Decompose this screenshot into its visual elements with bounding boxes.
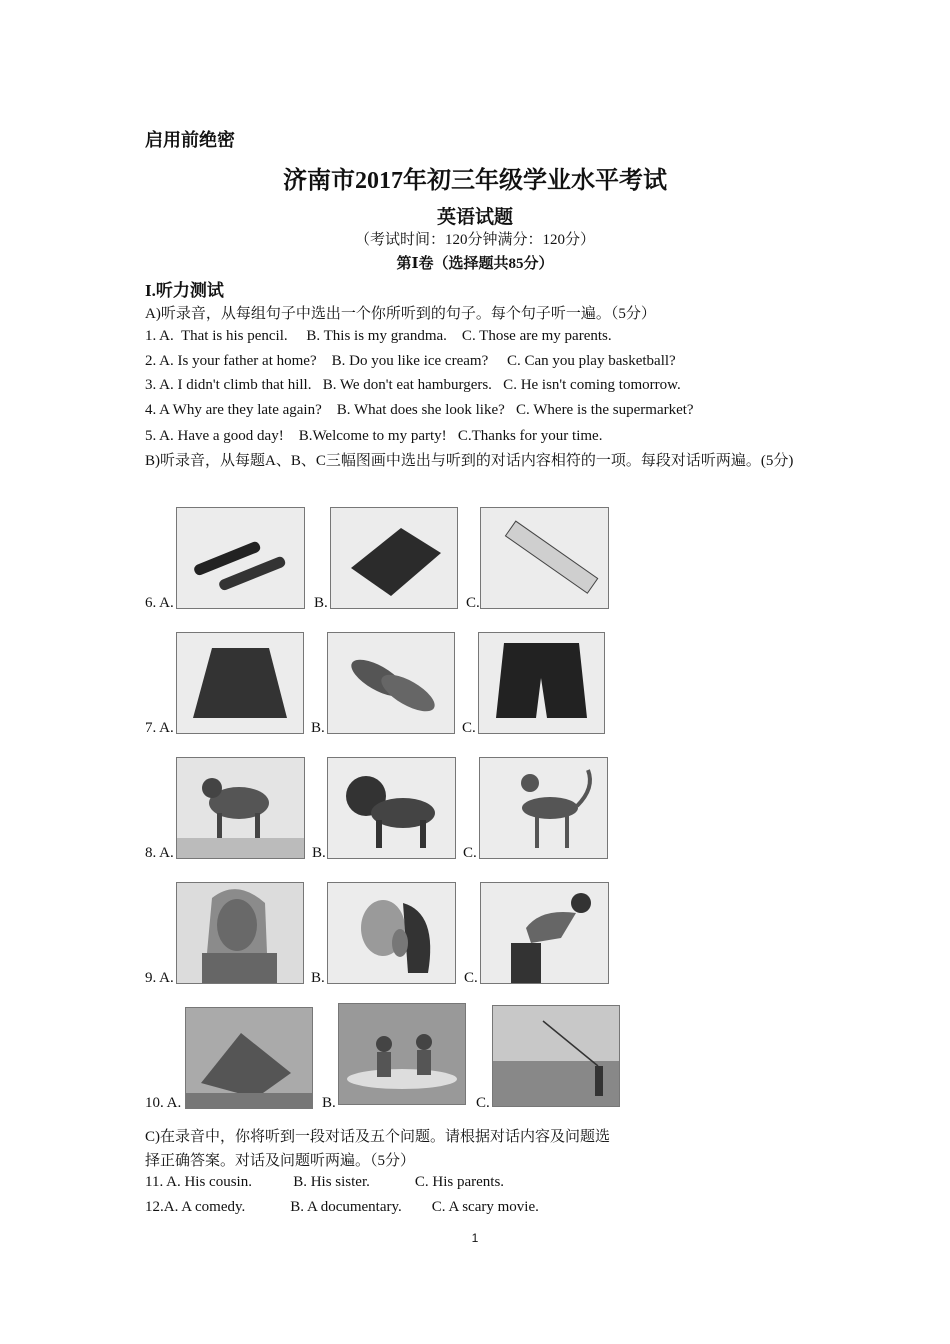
pen-image — [176, 507, 305, 609]
question-1: 1. A. That is his pencil. B. This is my grandma. C. Those are my parents. — [145, 328, 612, 344]
q6-b-label: B. — [314, 595, 328, 611]
exam-time: （考试时间：120分钟满分：120分） — [354, 232, 595, 248]
headache-image — [176, 882, 304, 984]
question-11: 11. A. His cousin. B. His sister. C. His parents. — [145, 1174, 505, 1190]
confidential-label: 启用前绝密 — [145, 130, 235, 151]
q7-a-label: 7. A. — [145, 720, 174, 736]
ruler-image — [480, 507, 609, 609]
q10-c-label: C. — [476, 1095, 490, 1111]
question-3: 3. A. I didn't climb that hill. B. We don't eat hamburgers. C. He isn't coming tomorrow. — [145, 377, 681, 393]
q6-c-label: C. — [466, 595, 480, 611]
skirt-image — [176, 632, 304, 734]
tent-image — [185, 1007, 313, 1109]
exam-subtitle: 英语试题 — [436, 206, 513, 228]
notebook-image — [330, 507, 458, 609]
question-2: 2. A. Is your father at home? B. Do you like ice cream? C. Can you play basketball? — [145, 353, 676, 369]
toothache-image — [327, 882, 456, 984]
question-5: 5. A. Have a good day! B.Welcome to my party! C.Thanks for your time. — [145, 428, 603, 444]
question-4: 4. A Why are they late again? B. What does she look like? C. Where is the supermarket? — [145, 402, 694, 418]
q9-b-label: B. — [311, 970, 325, 986]
part-a-instruction: A)听录音，从每组句子中选出一个你所听到的句子。每个句子听一遍。（5分） — [145, 306, 656, 322]
shoes-image — [327, 632, 455, 734]
dog-image — [176, 757, 305, 859]
question-12: 12.A. A comedy. B. A documentary. C. A scary movie. — [145, 1199, 539, 1215]
q10-a-label: 10. A. — [145, 1095, 182, 1111]
q8-a-label: 8. A. — [145, 845, 174, 861]
page-number: 1 — [471, 1231, 479, 1245]
part-c-instruction-2: 择正确答案。对话及问题听两遍。（5分） — [145, 1153, 416, 1169]
backache-image — [480, 882, 609, 984]
volume-heading: 第Ⅰ卷（选择题共85分） — [396, 256, 554, 272]
fishing-image — [492, 1005, 620, 1107]
q6-a-label: 6. A. — [145, 595, 174, 611]
lion-image — [327, 757, 456, 859]
exam-title: 济南市2017年初三年级学业水平考试 — [283, 168, 667, 194]
shorts-image — [478, 632, 605, 734]
cat-image — [479, 757, 608, 859]
q7-b-label: B. — [311, 720, 325, 736]
q9-c-label: C. — [464, 970, 478, 986]
q7-c-label: C. — [462, 720, 476, 736]
q10-b-label: B. — [322, 1095, 336, 1111]
q9-a-label: 9. A. — [145, 970, 174, 986]
boating-image — [338, 1003, 466, 1105]
part-c-instruction-1: C)在录音中，你将听到一段对话及五个问题。请根据对话内容及问题选 — [145, 1129, 611, 1145]
part-b-instruction: B)听录音，从每题A、B、C三幅图画中选出与听到的对话内容相符的一项。每段对话听两遍。(5分) — [145, 453, 794, 469]
q8-c-label: C. — [463, 845, 477, 861]
section-heading: I.听力测试 — [145, 281, 224, 300]
q8-b-label: B. — [312, 845, 326, 861]
